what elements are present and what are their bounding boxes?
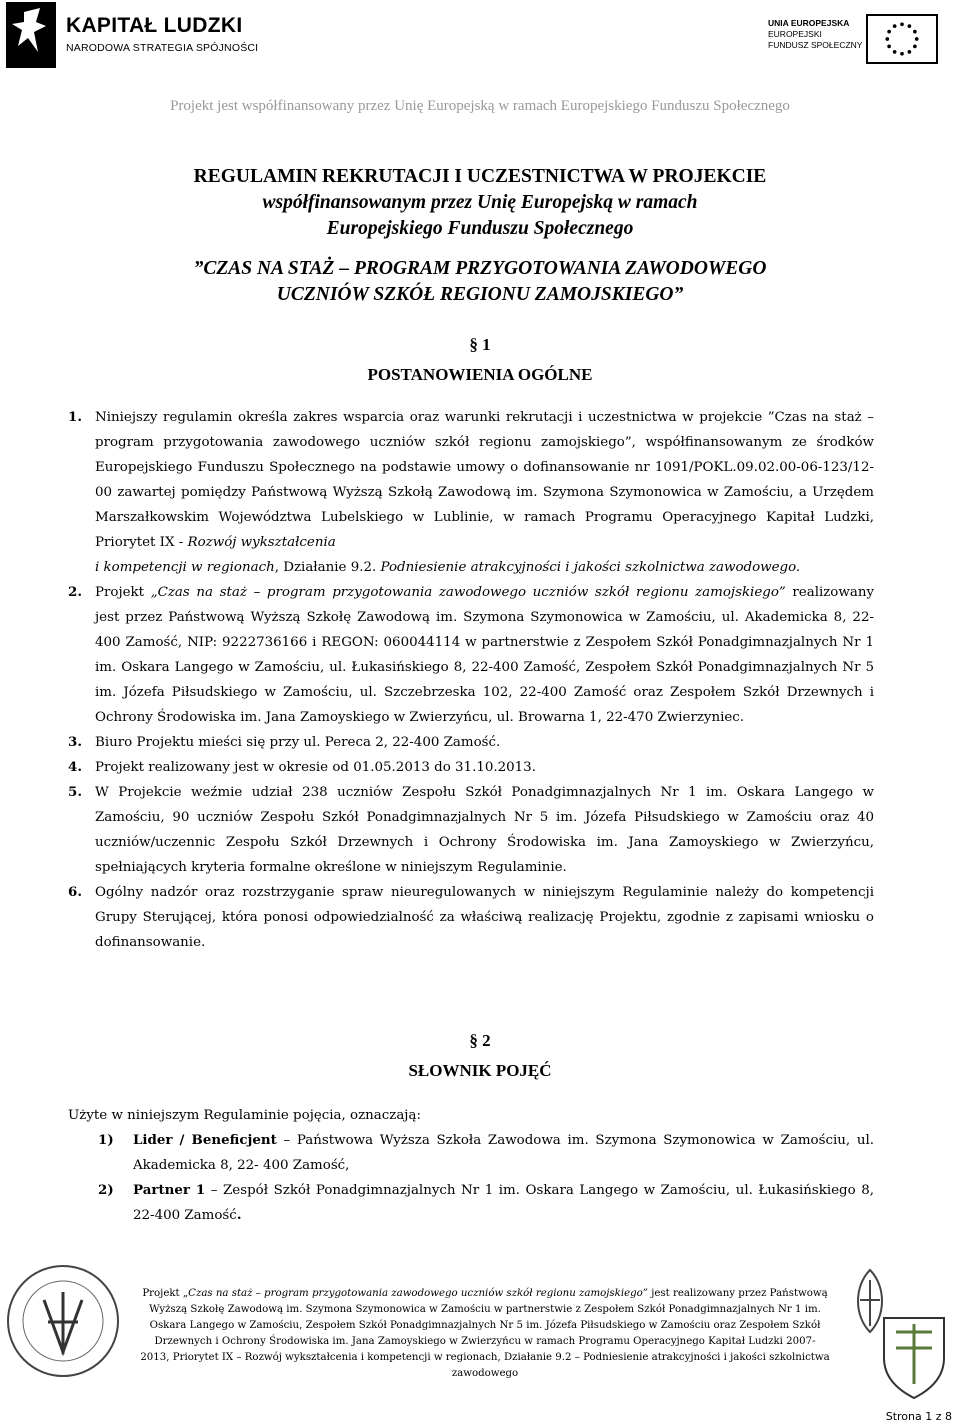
- item-text: W Projekcie weźmie udział 238 uczniów Zespołu Szkół Ponadgimnazjalnych Nr 1 im. Oskara Langego w Zamościu, 90 uczniów Zespołu Szkół Ponadgimnazjalnych Nr 5 im. Józefa Piłsudskiego w Zamościu oraz 40 uczniów/uczennic Zespołu Szkół Drzewnych i Ochrony Środowiska im. Jana Zamoyskiego w Zwierzyńcu, spełniających kryteria formalne określone w niniejszym Regulaminie.: [95, 785, 874, 875]
- definition-term: Lider / Beneficjent: [133, 1132, 277, 1148]
- school-crest-icon: [876, 1308, 952, 1402]
- logo-title: KAPITAŁ LUDZKI: [66, 14, 243, 37]
- cofinancing-tagline: Projekt jest współfinansowany przez Unię Europejską w ramach Europejskiego Funduszu Społecznego: [170, 98, 790, 114]
- list-item: [68, 880, 874, 955]
- item-italic-text: „Czas na staż – program przygotowania zawodowego uczniów szkół regionu zamojskiego”: [150, 585, 786, 600]
- eu-fund-label: [768, 18, 862, 51]
- item-text: Ogólny nadzór oraz rozstrzyganie spraw nieuregulowanych w niniejszym Regulaminie należy do kompetencji Grupy Sterującej, która ponosi odpowiedzialność za właściwą realizację Projektu, zgodnie z zapisami wniosku o dofinansowanie.: [95, 885, 874, 950]
- item-number: 2.: [68, 584, 82, 600]
- section-2-body: [68, 1103, 874, 1228]
- kapital-ludzki-logo-icon: [6, 2, 56, 68]
- definition-item: [68, 1128, 874, 1178]
- item-text: Projekt realizowany jest w okresie od 01.05.2013 do 31.10.2013.: [95, 760, 536, 775]
- section-1-body: [68, 405, 874, 955]
- item-number: 4.: [68, 759, 82, 775]
- title-line-1: REGULAMIN REKRUTACJI I UCZESTNICTWA W PROJEKCIE: [193, 166, 767, 187]
- eu-line-1: UNIA EUROPEJSKA: [768, 18, 850, 28]
- document-title: [0, 164, 960, 308]
- item-text: realizowany jest przez Państwową Wyższą Szkołę Zawodową im. Szymona Szymonowica w Zamościu, ul. Akademicka 8, 22-400 Zamość, NIP: 9222736166 i REGON: 060044114 w partnerstwie z Zespołem Szkół Ponadgimnazjalnych Nr 1 im. Oskara Langego w Zamościu, ul. Łukasińskiego 8, 22-400 Zamość, Zespołem Szkół Ponadgimnazjalnych Nr 5 im. Józefa Piłsudskiego w Zamościu, ul. Szczebrzeska 102, 22-400 Zamość oraz Zespołem Szkół Drzewnych i Ochrony Środowiska im. Jana Zamoyskiego w Zwierzyńcu, ul. Browarna 1, 22-470 Zwierzyniec.: [95, 585, 875, 725]
- section-1-symbol: § 1: [469, 335, 491, 354]
- list-item: [68, 755, 874, 780]
- logo-subtitle: NARODOWA STRATEGIA SPÓJNOŚCI: [66, 42, 259, 54]
- footer-text: Projekt „Czas na staż – program przygotowania zawodowego uczniów szkół regionu zamojskiego” jest realizowany przez Państwową Wyższą Szkołę Zawodową im. Szymona Szymonowica w Zamościu w partnerstwie z Zespołem Szkół Ponadgimnazjalnych Nr 1 im. Oskara Langego w Zamościu, Zespołem Szkół Ponadgimnazjalnych Nr 5 im. Józefa Piłsudskiego w Zamościu oraz Zespołem Szkół Drzewnych i Ochrony Środowiska im. Jana Zamoyskiego w Zwierzyńcu w ramach Programu Operacyjnego Kapitał Ludzki 2007-2013, Priorytet IX – Rozwój wykształcenia i kompetencji w regionach, Działanie 9.2 – Podniesienie atrakcyjności i jakości szkolnictwa zawodowego: [140, 1288, 830, 1379]
- section-2-symbol: § 2: [469, 1031, 491, 1050]
- item-number: 6.: [68, 884, 82, 900]
- item-text: Projekt: [95, 585, 151, 600]
- eu-line-3: FUNDUSZ SPOŁECZNY: [768, 40, 863, 50]
- title-line-5: UCZNIÓW SZKÓŁ REGIONU ZAMOJSKIEGO”: [276, 284, 684, 305]
- definition-text: – Państwowa Wyższa Szkoła Zawodowa im. Szymona Szymonowica w Zamościu, ul. Akademicka 8, 22- 400 Zamość,: [133, 1133, 874, 1173]
- title-line-4: ”CZAS NA STAŻ – PROGRAM PRZYGOTOWANIA ZAWODOWEGO: [193, 258, 767, 279]
- item-number: 1.: [68, 409, 82, 425]
- section-2-title: SŁOWNIK POJĘĆ: [408, 1061, 552, 1080]
- eu-flag-icon: [866, 14, 938, 64]
- item-text: Niniejszy regulamin określa zakres wsparcia oraz warunki rekrutacji i uczestnictwa w projekcie ”Czas na staż – program przygotowania zawodowego uczniów szkół regionu zamojskiego”, współfinansowanym ze środków Europejskiego Funduszu Społecznego na podstawie umowy o dofinansowanie nr 1091/POKL.09.02.00-06-123/12-00 zawartej pomiędzy Państwową Wyższą Szkołą Zawodową im. Szymona Szymonowica w Zamościu, a Urzędem Marszałkowskim Województwa Lubelskiego w Lublinie, w ramach Programu Operacyjnego Kapitał Ludzki, Priorytet IX -: [95, 410, 874, 550]
- title-line-2: współfinansowanym przez Unię Europejską w ramach: [262, 192, 698, 213]
- page-header: [0, 0, 960, 114]
- definition-term: Partner 1: [133, 1182, 206, 1198]
- item-number: 5.: [68, 784, 82, 800]
- section-2-heading: [0, 1030, 960, 1082]
- item-italic-text: i kompetencji w regionach, Działanie 9.2. Podniesienie atrakcyjności i jakości szkolnictwa zawodowego.: [95, 560, 801, 575]
- list-item: [68, 405, 874, 580]
- definitions-intro: Użyte w niniejszym Regulaminie pojęcia, oznaczają:: [68, 1108, 421, 1123]
- definition-item: 2) Partner 1 – Zespół Szkół Ponadgimnazjalnych Nr 1 im. Oskara Langego w Zamościu, ul. Łukasińskiego 8, 22-400 Zamość.: [68, 1178, 874, 1228]
- item-italic-text: Rozwój wykształcenia: [187, 535, 336, 550]
- section-1-title: POSTANOWIENIA OGÓLNE: [367, 365, 593, 384]
- item-text: Biuro Projektu mieści się przy ul. Pereca 2, 22-400 Zamość.: [95, 735, 501, 750]
- definition-number: 2): [98, 1182, 114, 1198]
- page-number: Strona 1 z 8: [885, 1410, 952, 1423]
- title-line-3: Europejskiego Funduszu Społecznego: [326, 218, 634, 239]
- item-number: 3.: [68, 734, 82, 750]
- section-1-heading: [0, 334, 960, 386]
- definition-number: 1): [98, 1132, 114, 1148]
- list-item: [68, 580, 874, 730]
- eu-line-2: EUROPEJSKI: [768, 29, 822, 39]
- school-seal-icon: [4, 1262, 122, 1380]
- list-item: [68, 780, 874, 880]
- list-item: [68, 730, 874, 755]
- definition-text: – Zespół Szkół Ponadgimnazjalnych Nr 1 im. Oskara Langego w Zamościu, ul. Łukasińskiego 8, 22-400 Zamość: [133, 1183, 874, 1223]
